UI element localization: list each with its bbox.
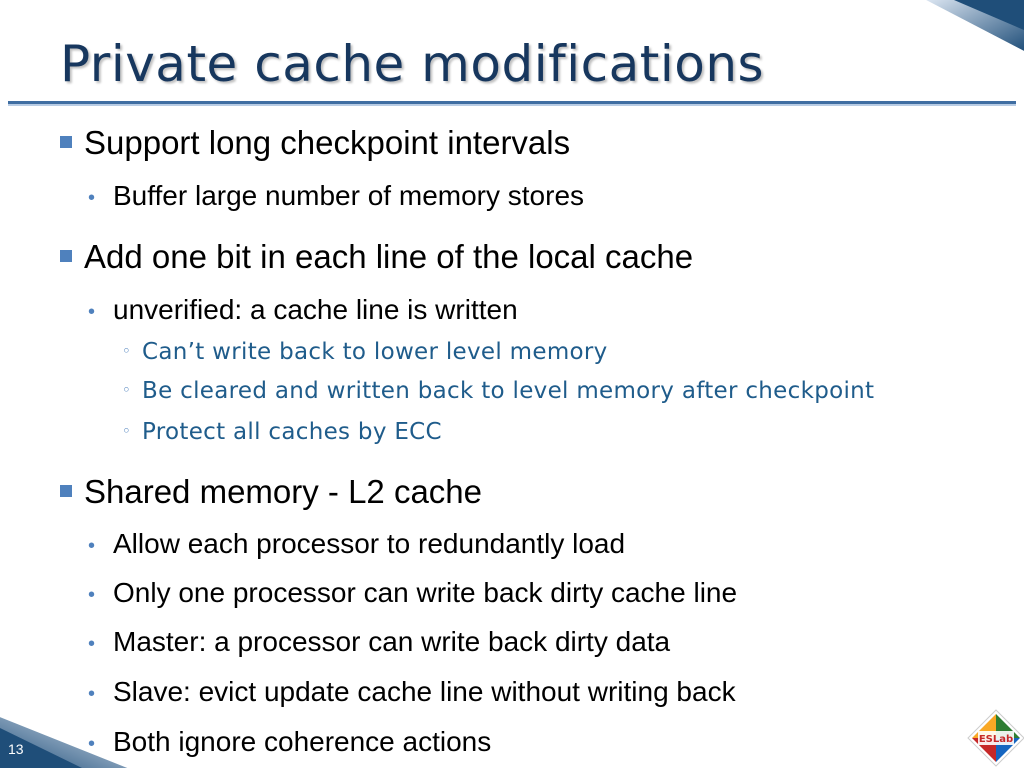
bullet-text: Allow each processor to redundantly load <box>113 528 626 559</box>
bullet-text: Be cleared and written back to level memory after checkpoint <box>142 378 875 404</box>
page-number: 13 <box>8 741 24 757</box>
bullet-text: Master: a processor can write back dirty data <box>113 626 671 657</box>
bullet-text: Add one bit in each line of the local cache <box>84 238 694 275</box>
bullet-text: Shared memory - L2 cache <box>84 473 483 510</box>
svg-text:ESLab: ESLab <box>978 734 1014 745</box>
bullet-text: unverified: a cache line is written <box>113 294 518 325</box>
dot-bullet-icon: • <box>88 683 96 705</box>
slide-title: Private cache modifications <box>60 35 765 93</box>
bullet-text: Protect all caches by ECC <box>142 419 442 445</box>
circle-bullet-icon: ◦ <box>122 381 131 399</box>
dot-bullet-icon: • <box>88 535 96 557</box>
corner-decoration-bottom-left <box>0 708 130 768</box>
square-bullet-icon <box>60 136 72 148</box>
bullet-text: Can’t write back to lower level memory <box>142 339 608 365</box>
circle-bullet-icon: ◦ <box>122 342 131 360</box>
bullet-text: Only one processor can write back dirty cache line <box>113 577 738 608</box>
title-divider-shadow <box>8 104 1016 106</box>
square-bullet-icon <box>60 485 72 497</box>
dot-bullet-icon: • <box>88 584 96 606</box>
bullet-text: Buffer large number of memory stores <box>113 180 585 211</box>
bullet-text: Slave: evict update cache line without writing back <box>113 676 736 707</box>
square-bullet-icon <box>60 250 72 262</box>
circle-bullet-icon: ◦ <box>122 422 131 440</box>
corner-decoration-top-right <box>884 0 1024 60</box>
dot-bullet-icon: • <box>88 633 96 655</box>
dot-bullet-icon: • <box>88 733 96 755</box>
bullet-text: Support long checkpoint intervals <box>84 124 571 161</box>
dot-bullet-icon: • <box>88 301 96 323</box>
eslab-logo <box>966 708 1024 768</box>
dot-bullet-icon: • <box>88 187 96 209</box>
bullet-text: Both ignore coherence actions <box>113 726 492 757</box>
